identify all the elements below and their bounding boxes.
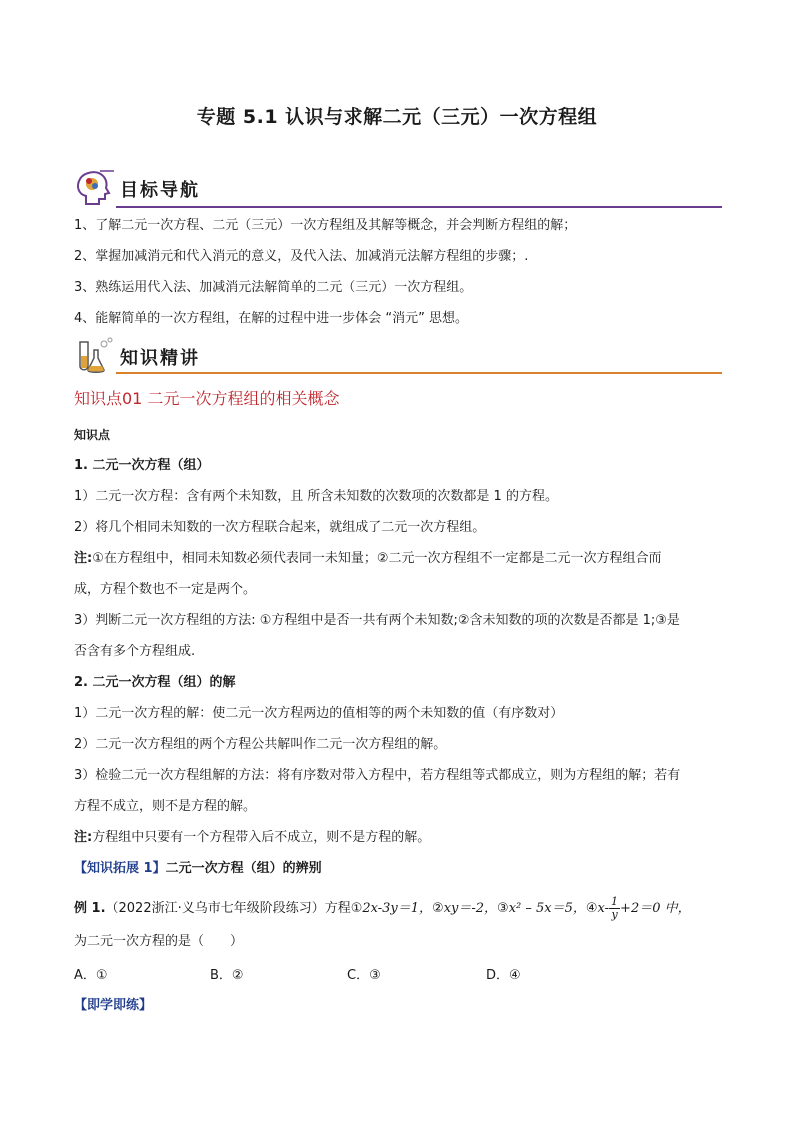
example-line <box>74 896 724 921</box>
note-2 <box>74 828 724 848</box>
knowledge-label: 知识点 <box>74 428 111 442</box>
eq-mark: ③ <box>497 901 509 916</box>
equation-2: xy＝-2， <box>443 901 498 916</box>
eq-mark: ① <box>350 901 363 916</box>
section-rule <box>116 372 722 374</box>
example-label: 例 1. <box>74 901 106 916</box>
equation-3: x² – 5x＝5， <box>508 901 586 916</box>
extension-label: 【知识拓展 1】 <box>74 861 166 876</box>
paragraph: 3）检验二元一次方程组解的方法：将有序数对带入方程中，若方程组等式都成立，则为方程组的解；若有 <box>74 768 681 783</box>
option-c[interactable]: C．③ <box>347 968 381 983</box>
example-question: 为二元一次方程的是（ ） <box>74 934 244 949</box>
note-label: 注: <box>74 830 93 845</box>
paragraph: 2）将几个相同未知数的一次方程联合起来，就组成了二元一次方程组。 <box>74 520 486 535</box>
brain-head-icon <box>72 168 116 208</box>
section-rule <box>116 206 722 208</box>
note-1-cont: 成，方程个数也不一定是两个。 <box>74 582 257 597</box>
option-a[interactable]: A．① <box>74 968 108 983</box>
paragraph: 1）二元一次方程：含有两个未知数，且 所含未知数的次数项的次数都是 1 的方程。 <box>74 489 558 504</box>
fraction-denominator: y <box>611 908 618 921</box>
goal-item-2: 2、掌握加减消元和代入消元的意义，及代入法、加减消元法解方程组的步骤；. <box>74 249 529 264</box>
paragraph: 2）二元一次方程组的两个方程公共解叫作二元一次方程组的解。 <box>74 737 447 752</box>
subheading-1: 1. 二元一次方程（组） <box>74 458 210 473</box>
note-1 <box>74 549 724 569</box>
extension-heading <box>74 859 724 879</box>
note-label: 注: <box>74 551 93 566</box>
section-header-goals <box>72 168 722 208</box>
option-b[interactable]: B．② <box>210 968 244 983</box>
goal-item-4: 4、能解简单的一次方程组，在解的过程中进一步体会 “消元” 思想。 <box>74 311 469 326</box>
goal-item-1: 1、了解二元一次方程、二元（三元）一次方程组及其解等概念，并会判断方程组的解； <box>74 218 577 233</box>
paragraph: 3）判断二元一次方程组的方法: ①方程组中是否一共有两个未知数;②含未知数的项的次数是否都是 1;③是 <box>74 613 680 628</box>
fraction-numerator: 1 <box>611 895 619 908</box>
paragraph: 1）二元一次方程的解：使二元一次方程两边的值相等的两个未知数的值（有序数对） <box>74 706 564 721</box>
eq-mark: ④ <box>585 901 598 916</box>
practice-label: 【即学即练】 <box>74 998 153 1013</box>
section-header-knowledge <box>72 336 722 376</box>
extension-title: 二元一次方程（组）的辨别 <box>165 861 322 876</box>
section-label: 知识精讲 <box>120 348 200 369</box>
note-text: 方程组中只要有一个方程带入后不成立，则不是方程的解。 <box>92 830 431 845</box>
eq-mark: ② <box>432 901 444 916</box>
section-label: 目标导航 <box>120 180 200 201</box>
paragraph: 方程不成立，则不是方程的解。 <box>74 799 257 814</box>
equation-4-left: x- <box>597 901 610 916</box>
fraction <box>609 896 620 921</box>
equation-4-right: +2＝0 中， <box>620 901 691 916</box>
subheading-2: 2. 二元一次方程（组）的解 <box>74 675 236 690</box>
paragraph: 否含有多个方程组成. <box>74 644 196 659</box>
equation-1: 2x-3y＝1， <box>362 901 433 916</box>
knowledge-point-title: 知识点01 二元一次方程组的相关概念 <box>74 389 340 408</box>
note-text: ①在方程组中，相同未知数必须代表同一未知量；②二元一次方程组不一定都是二元一次方程组合而 <box>92 551 662 566</box>
flask-icon <box>72 336 116 376</box>
goal-item-3: 3、熟练运用代入法、加减消元法解简单的二元（三元）一次方程组。 <box>74 280 473 295</box>
example-source: （2022浙江·义乌市七年级阶段练习）方程 <box>105 901 351 916</box>
option-d[interactable]: D．④ <box>486 968 521 983</box>
page-title: 专题 5.1 认识与求解二元（三元）一次方程组 <box>196 106 598 128</box>
